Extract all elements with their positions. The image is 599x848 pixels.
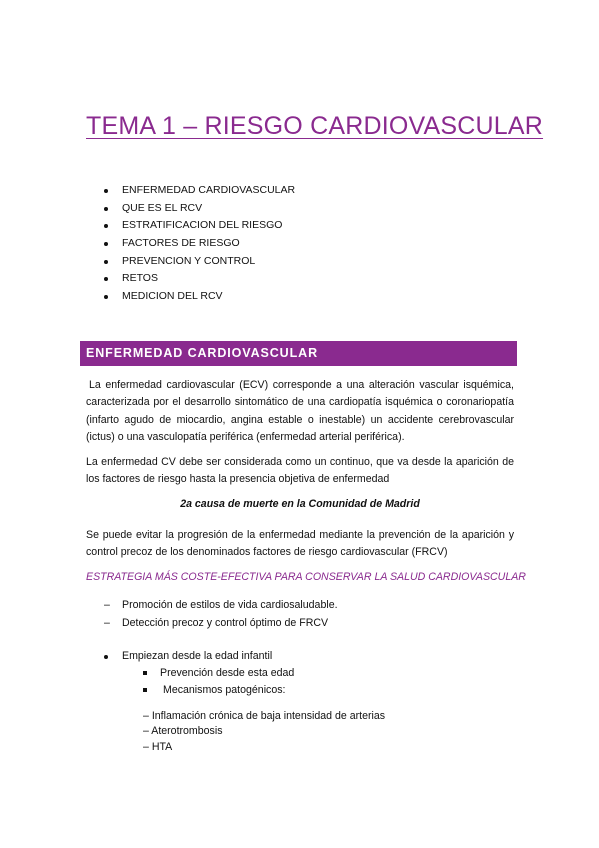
list-item: – Promoción de estilos de vida cardiosaludable. bbox=[104, 597, 338, 615]
list-item: – Detección precoz y control óptimo de FRCV bbox=[104, 615, 338, 633]
list-item: Prevención desde esta edad bbox=[143, 665, 294, 682]
paragraph-prevention: Se puede evitar la progresión de la enfermedad mediante la prevención de la aparición y control precoz de los denominados factores de riesgo cardiovascular (FRCV) bbox=[86, 529, 514, 559]
toc-item: RETOS bbox=[104, 270, 295, 288]
highlight-statement: 2a causa de muerte en la Comunidad de Madrid bbox=[180, 498, 420, 510]
paragraph-definition: La enfermedad cardiovascular (ECV) corresponde a una alteración vascular isquémica, caracterizada por el desarrollo sintomático de una cardiopatía isquémica o coronariopatía (infarto agudo de miocardio, angina estable o inestable) un accidente cerebrovascular (ictus) o una vasculopatía periférica (enfermedad arterial periférica). bbox=[86, 379, 514, 444]
toc-item: QUE ES EL RCV bbox=[104, 200, 295, 218]
strategy-heading: ESTRATEGIA MÁS COSTE-EFECTIVA PARA CONSERVAR LA SALUD CARDIOVASCULAR bbox=[86, 571, 526, 583]
toc-item: PREVENCION Y CONTROL bbox=[104, 253, 295, 271]
sub-list bbox=[143, 665, 294, 699]
page-title: TEMA 1 – RIESGO CARDIOVASCULAR bbox=[86, 112, 544, 140]
list-item: Mecanismos patogénicos: bbox=[143, 682, 294, 699]
toc-item: FACTORES DE RIESGO bbox=[104, 235, 295, 253]
bullet-item: Empiezan desde la edad infantil bbox=[104, 648, 272, 665]
strategy-list bbox=[104, 597, 338, 632]
list-item: – Aterotrombosis bbox=[143, 725, 223, 738]
paragraph-continuum: La enfermedad CV debe ser considerada como un continuo, que va desde la aparición de los factores de riesgo hasta la presencia objetiva de enfermedad bbox=[86, 456, 514, 486]
list-item: – HTA bbox=[143, 740, 173, 753]
toc-item: ENFERMEDAD CARDIOVASCULAR bbox=[104, 182, 295, 200]
toc-item: MEDICION DEL RCV bbox=[104, 288, 295, 306]
list-item: – Inflamación crónica de baja intensidad de arterias bbox=[143, 710, 386, 722]
toc-item: ESTRATIFICACION DEL RIESGO bbox=[104, 217, 295, 235]
section-heading: ENFERMEDAD CARDIOVASCULAR bbox=[80, 341, 517, 366]
table-of-contents bbox=[104, 182, 295, 306]
mechanism-list bbox=[143, 709, 385, 755]
